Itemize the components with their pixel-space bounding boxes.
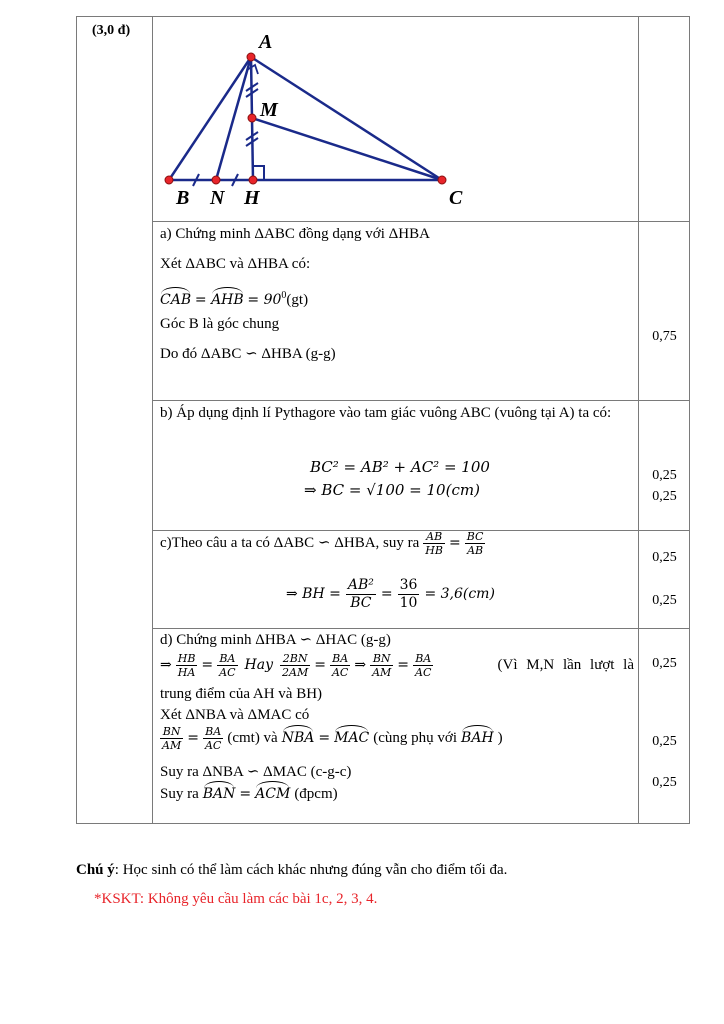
triangle-figure [156, 24, 486, 214]
score-d-3: 0,25 [652, 775, 677, 790]
part-d-line2: ⇒ $\frac{HB}{HA}$ = $\frac{BA}{AC}$ Hay $\frac{2BN}{2AM}$ = $\frac{BA}{AC}$ ⇒ $\frac{BN}{AM}$ = $\frac{BA}{AC}$ (Vì M,N lần lượt là [160, 652, 634, 679]
fraction-ba-ac-2: $\frac{BA}{AC}$ [331, 652, 349, 679]
part-b-title: b) Áp dụng định lí Pythagore vào tam giác vuông ABC (vuông tại A) ta có: [160, 405, 612, 421]
point-H [249, 176, 257, 184]
fraction-ba-ac-1: $\frac{BA}{AC}$ [219, 652, 236, 679]
fraction-ab2-bc: $\frac{\text{AB²}}{BC}$ [347, 577, 374, 611]
points-label: (3,0 đ) [92, 23, 131, 38]
angle-mac: MAC [334, 728, 369, 749]
phu-text: (cùng phụ với [373, 730, 458, 746]
note-chu-y [76, 862, 507, 879]
part-c-line2: ⇒ BH = $\frac{\text{AB²}}{BC}$ = $\frac{36}{10}$ = 3,6(cm) [286, 577, 495, 611]
fraction-ab-hb: $\frac{AB}{HB}$ [425, 530, 443, 557]
fraction-bc-ab: $\frac{BC}{AB}$ [466, 530, 484, 557]
segment-MC [252, 118, 442, 180]
degree-sup: 0 [281, 290, 287, 301]
fraction-ba-ac-3: $\frac{BA}{AC}$ [415, 652, 432, 679]
bh-prefix: ⇒ BH = [286, 586, 341, 602]
part-d-note1: (Vì M,N lần lượt là [497, 657, 634, 673]
part-a-title: a) Chứng minh ΔABC đồng dạng với ΔHBA [160, 226, 430, 242]
score-d-2: 0,25 [652, 734, 677, 749]
point-A [247, 53, 255, 61]
chu-y-text: : Học sinh có thể làm cách khác nhưng đúng vẫn cho điểm tối đa. [114, 862, 508, 878]
label-C: C [449, 187, 463, 209]
part-a-line1: Xét ΔABC và ΔHBA có: [160, 256, 311, 272]
segment-AN [216, 57, 251, 180]
part-a-angles: CAB = AHB = $90^0(gt)$ [160, 285, 308, 311]
part-d-line6: Suy ra BAN = ACM (đpcm) [160, 784, 338, 805]
close-paren: ) [497, 730, 503, 746]
angle-bah: BAH [461, 728, 494, 749]
angle-ahb: AHB [211, 290, 244, 311]
point-N [212, 176, 220, 184]
angle-value: = 90 [247, 292, 282, 308]
angle-cab: CAB [160, 290, 191, 311]
score-b-1: 0,25 [652, 468, 677, 483]
part-d-line3: Xét ΔNBA và ΔMAC có [160, 707, 310, 723]
score-c-1: 0,25 [652, 550, 677, 565]
score-c-2: 0,25 [652, 593, 677, 608]
segment-AB [169, 57, 251, 180]
angle-nba: NBA [282, 728, 315, 749]
point-B [165, 176, 173, 184]
label-N: N [210, 187, 225, 209]
bh-result: = 3,6(cm) [424, 586, 495, 602]
line6-prefix: Suy ra [160, 786, 199, 802]
fraction-36-10: $\frac{36}{10}$ [399, 577, 418, 611]
note-kskt: *KSKT: Không yêu cầu làm các bài 1c, 2, 3, 4. [94, 891, 378, 907]
part-d-note2: trung điểm của AH và BH) [160, 686, 323, 702]
part-a-line3: Góc B là góc chung [160, 316, 280, 332]
part-b-eq1: BC² = AB² + AC² = 100 [310, 458, 490, 476]
chu-y-label: Chú ý [76, 862, 115, 878]
line6-suffix: (đpcm) [294, 786, 338, 802]
label-M: M [260, 99, 278, 121]
fraction-bn-am: $\frac{BN}{AM}$ [372, 652, 392, 679]
part-d-title: d) Chứng minh ΔHBA ∽ ΔHAC (g-g) [160, 632, 391, 648]
point-C [438, 176, 446, 184]
angle-acm: ACM [255, 784, 290, 805]
label-B: B [176, 187, 190, 209]
part-a-line4: Do đó ΔABC ∽ ΔHBA (g-g) [160, 346, 336, 362]
angle-reason: (gt) [286, 292, 309, 308]
score-d-1: 0,25 [652, 656, 677, 671]
part-c-line1: c)Theo câu a ta có ΔABC ∽ ΔHBA, suy ra $\frac{AB}{HB}$ = $\frac{BC}{AB}$ [160, 530, 484, 557]
hay-word: Hay [244, 657, 273, 673]
cmt-text: (cmt) và [227, 730, 278, 746]
part-b-eq2: ⇒ BC = √100 = 10(cm) [304, 481, 480, 499]
angle-ban: BAN [203, 784, 236, 805]
fraction-bn-am-2: $\frac{BN}{AM}$ [162, 725, 182, 752]
part-d-line4: $\frac{BN}{AM}$ = $\frac{BA}{AC}$ (cmt) và NBA = MAC (cùng phụ với BAH ) [162, 725, 503, 752]
point-M [248, 114, 256, 122]
part-c-text: c)Theo câu a ta có ΔABC ∽ ΔHBA, suy ra [160, 535, 420, 551]
score-a: 0,75 [652, 329, 677, 344]
fraction-2bn-2am: $\frac{2BN}{2AM}$ [282, 652, 309, 679]
fraction-hb-ha: $\frac{HB}{HA}$ [177, 652, 196, 679]
segment-AC [251, 57, 442, 180]
part-d-line5: Suy ra ΔNBA ∽ ΔMAC (c-g-c) [160, 764, 352, 780]
fraction-ba-ac-4: $\frac{BA}{AC}$ [204, 725, 222, 752]
score-b-2: 0,25 [652, 489, 677, 504]
label-A: A [259, 31, 273, 53]
label-H: H [244, 187, 260, 209]
